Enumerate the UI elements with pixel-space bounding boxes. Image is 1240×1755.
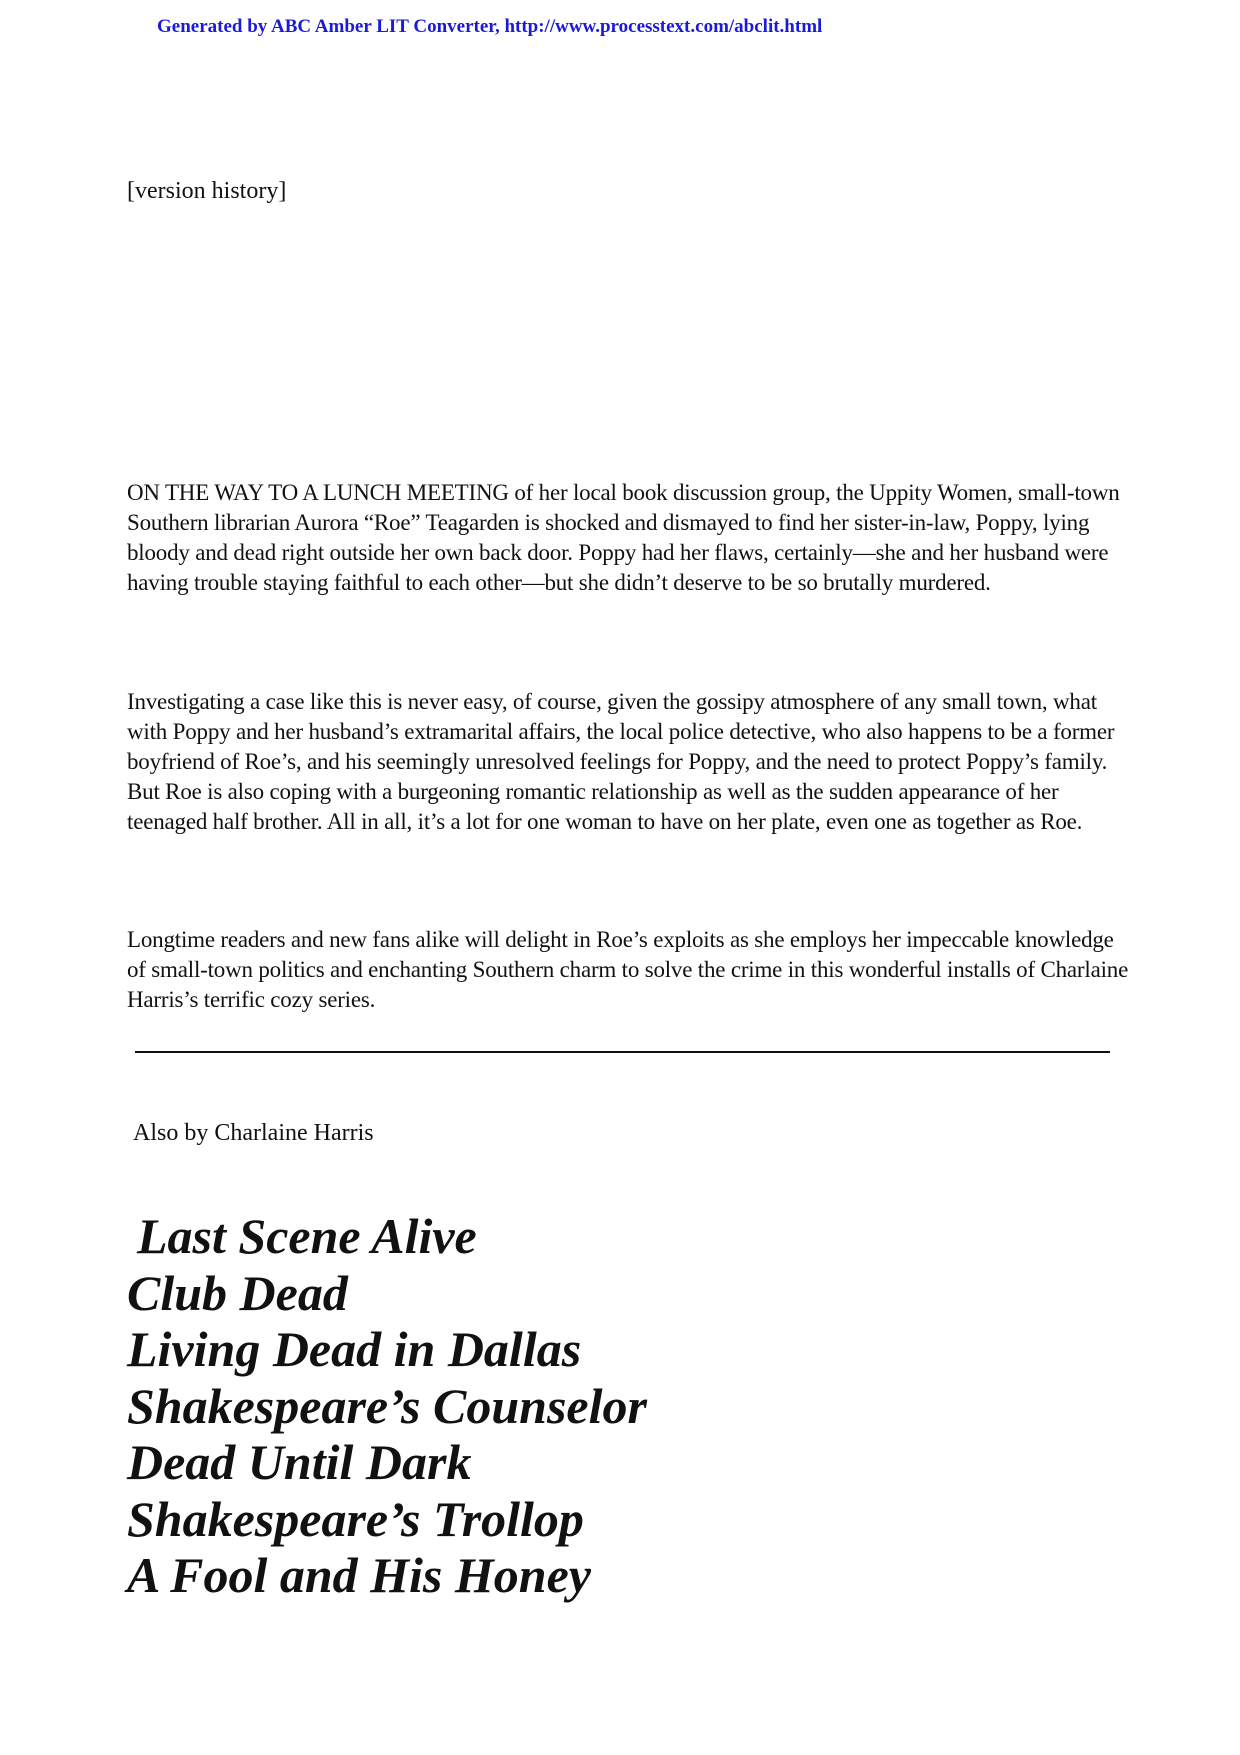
book-title: Dead Until Dark xyxy=(127,1434,472,1490)
book-title: A Fool and His Honey xyxy=(127,1547,591,1603)
version-history-label: [version history] xyxy=(127,178,287,204)
book-list xyxy=(127,1208,647,1604)
converter-header-link[interactable]: Generated by ABC Amber LIT Converter, http://www.processtext.com/abclit.html xyxy=(157,16,823,37)
horizontal-divider xyxy=(135,1051,1110,1053)
book-title: Last Scene Alive xyxy=(137,1208,477,1264)
book-title: Living Dead in Dallas xyxy=(127,1321,582,1377)
synopsis-paragraph-1: ON THE WAY TO A LUNCH MEETING of her local book discussion group, the Uppity Women, small-town Southern librarian Aurora “Roe” Teagarden is shocked and dismayed to find her sister-in-law, Poppy, lying bloody and dead right outside her own back door. Poppy had her flaws, certainly—she and her husband were having trouble staying faithful to each other—but she didn’t deserve to be so brutally murdered. xyxy=(127,480,1120,595)
book-title: Shakespeare’s Trollop xyxy=(127,1490,584,1547)
book-title: Shakespeare’s Counselor xyxy=(127,1377,647,1434)
book-title: Club Dead xyxy=(127,1264,348,1321)
also-by-heading: Also by Charlaine Harris xyxy=(133,1120,374,1146)
synopsis-paragraph-3: Longtime readers and new fans alike will delight in Roe’s exploits as she employs her impeccable knowledge of small-town politics and enchanting Southern charm to solve the crime in this wonderful installs of Charlaine Harris’s terrific cozy series. xyxy=(127,927,1129,1012)
synopsis-paragraph-2: Investigating a case like this is never easy, of course, given the gossipy atmosphere of any small town, what with Poppy and her husband’s extramarital affairs, the local police detective, who also happens to be a former boyfriend of Roe’s, and his seemingly unresolved feelings for Poppy, and the need to protect Poppy’s family. But Roe is also coping with a burgeoning romantic relationship as well as the sudden appearance of her teenaged half brother. All in all, it’s a lot for one woman to have on her plate, even one as together as Roe. xyxy=(127,689,1115,834)
